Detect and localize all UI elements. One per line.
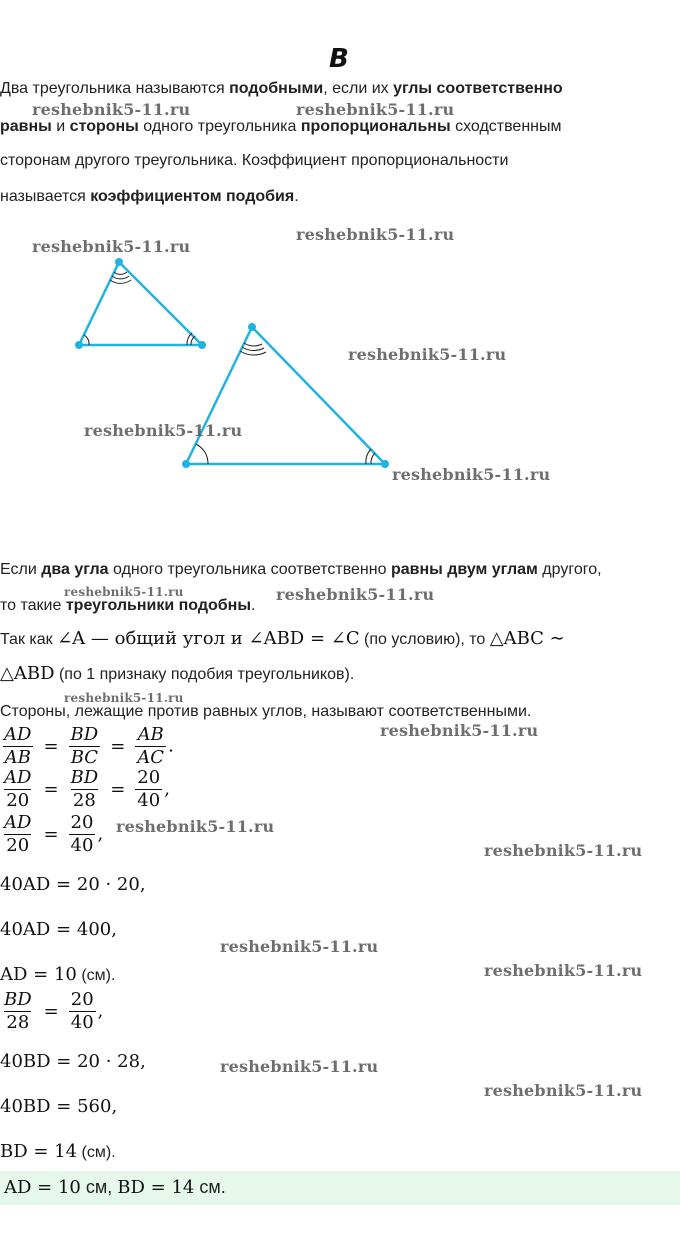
watermark: reshebnik5-11.ru (484, 1081, 643, 1100)
criterion-text: одного треугольника соответственно (108, 561, 391, 578)
fraction: $\frac{AD}{20}$ (4, 767, 32, 811)
watermark: reshebnik5-11.ru (392, 465, 551, 484)
intro-bold: стороны (69, 118, 139, 135)
reason-math: ∠A — общий угол и (57, 628, 249, 649)
fraction: $\frac{AB}{AC}$ (137, 724, 165, 768)
equation-1: $\frac{AD}{AB}$ = $\frac{BD}{BC}$ = $\frac{AB}{AC}$ . (4, 724, 174, 768)
criterion-text: . (251, 597, 256, 614)
fraction: $\frac{BD}{BC}$ (70, 724, 99, 768)
fraction: $\frac{20}{40}$ (137, 767, 161, 811)
criterion-line-2 (0, 596, 255, 616)
intro-text: , если их (323, 80, 394, 97)
watermark: reshebnik5-11.ru (64, 585, 184, 599)
equation-6: AD = 10 (см). (0, 964, 116, 985)
criterion-text: другого, (537, 561, 602, 578)
fraction: $\frac{20}{40}$ (70, 812, 94, 856)
criterion-text: Если (0, 561, 42, 578)
intro-bold: пропорциональны (300, 118, 451, 135)
intro-bold: подобными (229, 80, 324, 97)
criterion-bold: два угла (41, 561, 109, 578)
watermark: reshebnik5-11.ru (64, 691, 184, 705)
intro-bold: углы соответственно (393, 80, 563, 97)
reason-math: △ABC ∼ (489, 628, 565, 649)
fraction: $\frac{BD}{28}$ (70, 767, 99, 811)
watermark: reshebnik5-11.ru (220, 937, 379, 956)
fraction: $\frac{20}{40}$ (70, 989, 94, 1033)
intro-text: называется (0, 188, 91, 205)
reason-math: ∠ABD = ∠C (248, 628, 360, 649)
watermark: reshebnik5-11.ru (276, 585, 435, 604)
equation-4: 40AD = 20 · 20, (0, 874, 146, 895)
intro-text: одного треугольника (138, 118, 301, 135)
equation-7: $\frac{BD}{28}$ = $\frac{20}{40}$ , (4, 989, 104, 1033)
fraction: $\frac{BD}{28}$ (4, 989, 32, 1033)
reason-text: (по условию), то (359, 631, 490, 648)
reason-text: (по 1 признаку подобия треугольников). (54, 666, 355, 683)
criterion-line-1 (0, 560, 602, 580)
small-triangle (79, 262, 202, 345)
equation-9: 40BD = 560, (0, 1096, 118, 1117)
fraction: $\frac{AD}{AB}$ (4, 724, 32, 768)
answer-text: AD = 10 см, BD = 14 см. (4, 1177, 226, 1198)
fraction: $\frac{AD}{20}$ (4, 812, 32, 856)
watermark: reshebnik5-11.ru (296, 100, 455, 119)
intro-text: Два треугольника называются (0, 80, 230, 97)
small-triangle-vertices (75, 258, 206, 349)
intro-bold: равны (0, 118, 52, 135)
equation-10: BD = 14 (см). (0, 1141, 116, 1162)
sides-text: Стороны, лежащие против равных углов, называют соответственными. (0, 703, 532, 720)
section-heading: B (329, 44, 349, 74)
watermark: reshebnik5-11.ru (220, 1057, 379, 1076)
equation-8: 40BD = 20 · 28, (0, 1051, 146, 1072)
equation-2: $\frac{AD}{20}$ = $\frac{BD}{28}$ = $\frac{20}{40}$ , (4, 767, 170, 811)
equation-3: $\frac{AD}{20}$ = $\frac{20}{40}$ , (4, 812, 104, 856)
reason-line-1 (0, 629, 565, 650)
watermark: reshebnik5-11.ru (32, 100, 191, 119)
intro-text: . (294, 188, 299, 205)
watermark: reshebnik5-11.ru (32, 237, 191, 256)
watermark: reshebnik5-11.ru (296, 225, 455, 244)
intro-bold: коэффициентом подобия (90, 188, 295, 205)
watermark: reshebnik5-11.ru (84, 421, 243, 440)
watermark: reshebnik5-11.ru (116, 817, 275, 836)
intro-text: сходственным (450, 118, 562, 135)
equation-5: 40AD = 400, (0, 919, 117, 940)
watermark: reshebnik5-11.ru (484, 841, 643, 860)
watermark: reshebnik5-11.ru (484, 961, 643, 980)
intro-text: и (51, 118, 70, 135)
criterion-bold: равны двум углам (390, 561, 538, 578)
intro-line-3: сторонам другого треугольника. Коэффициент пропорциональности (0, 152, 509, 169)
criterion-text: то такие (0, 597, 66, 614)
watermark: reshebnik5-11.ru (348, 345, 507, 364)
reason-math: △ABD (0, 663, 55, 684)
reason-line-2 (0, 664, 354, 685)
criterion-bold: треугольники подобны (65, 597, 252, 614)
reason-text: Так как (0, 631, 58, 648)
watermark: reshebnik5-11.ru (380, 721, 539, 740)
